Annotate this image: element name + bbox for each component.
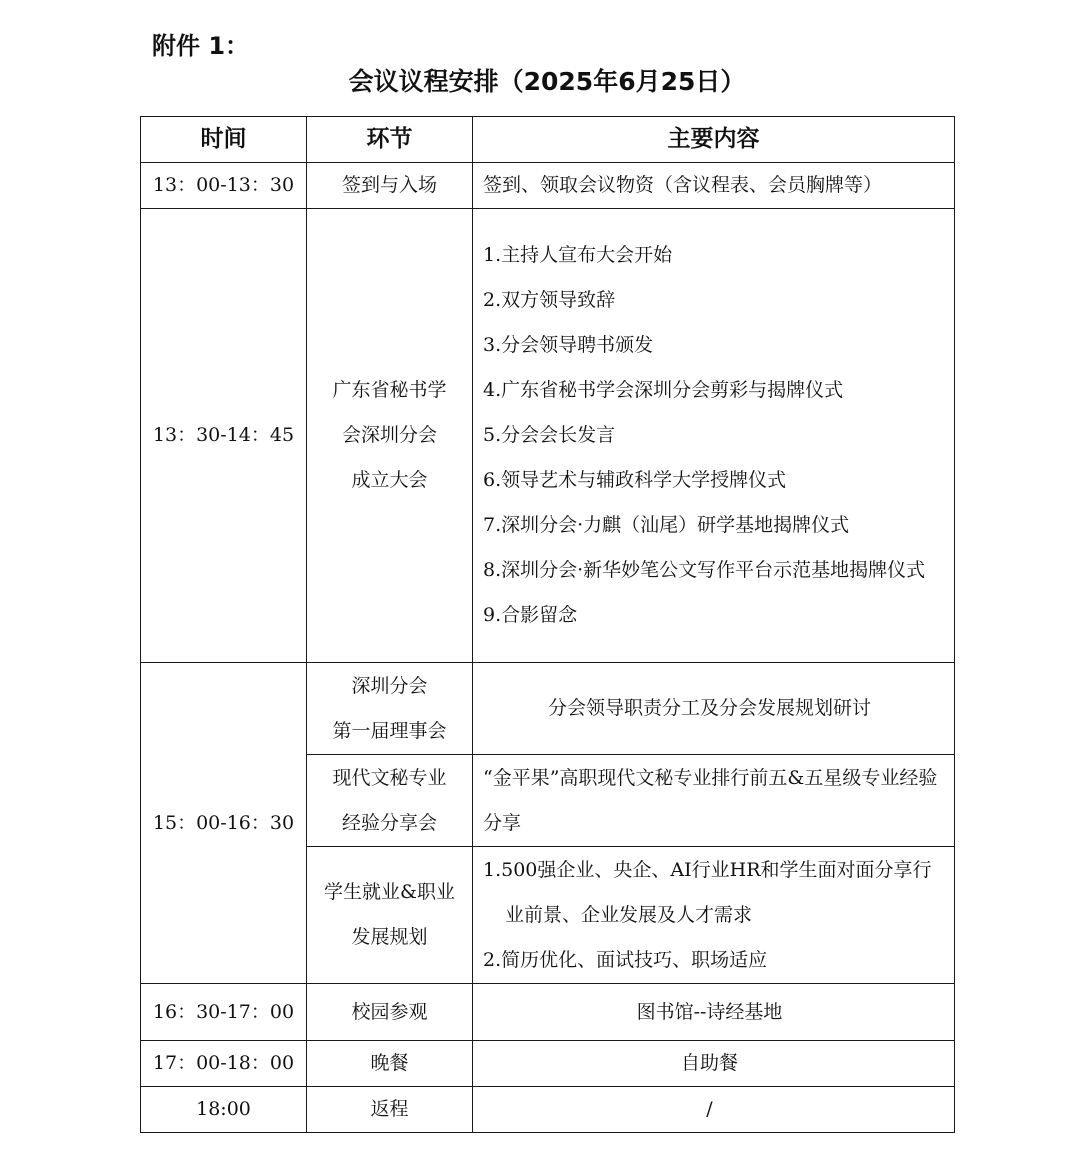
list-item: 7.深圳分会·力麒（汕尾）研学基地揭牌仪式: [483, 514, 850, 536]
attachment-label: 附件 1：: [152, 32, 250, 60]
row-time: 16：30-17：00: [141, 984, 307, 1041]
session-line: 广东省秘书学: [332, 379, 447, 401]
row-content: 自助餐: [473, 1041, 955, 1087]
list-item: 1.500强企业、央企、AI行业HR和学生面对面分享行业前景、企业发展及人才需求: [483, 858, 932, 926]
row-session: [307, 1041, 473, 1087]
agenda-item-list: [483, 233, 946, 638]
row-content: /: [473, 1087, 955, 1133]
list-item: 4.广东省秘书学会深圳分会剪彩与揭牌仪式: [483, 379, 844, 401]
row-session: [307, 663, 473, 755]
list-item: 2.简历优化、面试技巧、职场适应: [483, 948, 768, 971]
row-session: [307, 209, 473, 663]
row-content: 签到、领取会议物资（含议程表、会员胸牌等）: [473, 163, 955, 209]
row-time: 17：00-18：00: [141, 1041, 307, 1087]
row-session: [307, 847, 473, 984]
list-item: 1.主持人宣布大会开始: [483, 244, 673, 266]
session-line: 深圳分会: [351, 674, 428, 697]
row-session: [307, 755, 473, 847]
table-row: [141, 1087, 955, 1133]
table-header-row: [141, 117, 955, 163]
list-item: 8.深圳分会·新华妙笔公文写作平台示范基地揭牌仪式: [483, 559, 926, 581]
session-line: 发展规划: [351, 926, 428, 948]
agenda-item-list: [483, 848, 946, 983]
row-session: [307, 984, 473, 1041]
row-content: 图书馆--诗经基地: [473, 984, 955, 1041]
table-row: [141, 984, 955, 1041]
list-item: 9.合影留念: [483, 604, 578, 626]
list-item: 6.领导艺术与辅政科学大学授牌仪式: [483, 469, 787, 491]
session-line: 学生就业&职业: [324, 881, 455, 903]
header-time: 时间: [141, 117, 307, 163]
session-line: 现代文秘专业: [332, 766, 447, 789]
session-line: 返程: [370, 1098, 409, 1120]
header-session: 环节: [307, 117, 473, 163]
agenda-table: [140, 116, 955, 1133]
row-time: 18:00: [141, 1087, 307, 1133]
session-line: 晚餐: [370, 1052, 409, 1074]
row-content: 分会领导职责分工及分会发展规划研讨: [473, 663, 955, 755]
row-time: 15：00-16：30: [141, 663, 307, 984]
row-content: [473, 847, 955, 984]
table-row: [141, 209, 955, 663]
session-line: 成立大会: [351, 469, 428, 491]
row-session: [307, 1087, 473, 1133]
list-item: 5.分会会长发言: [483, 424, 616, 446]
table-row: [141, 663, 955, 755]
row-time: 13：30-14：45: [141, 209, 307, 663]
session-line: 第一届理事会: [332, 719, 447, 742]
row-content: “金平果”高职现代文秘专业排行前五&五星级专业经验分享: [473, 755, 955, 847]
header-content: 主要内容: [473, 117, 955, 163]
page-title: 会议议程安排（2025年6月25日）: [348, 67, 746, 96]
session-line: 经验分享会: [341, 811, 437, 834]
row-session: [307, 163, 473, 209]
row-time: 13：00-13：30: [141, 163, 307, 209]
table-row: [141, 163, 955, 209]
row-content: [473, 209, 955, 663]
session-line: 会深圳分会: [341, 424, 437, 446]
list-item: 2.双方领导致辞: [483, 289, 616, 311]
session-line: 签到与入场: [341, 174, 437, 196]
list-item: 3.分会领导聘书颁发: [483, 334, 654, 356]
table-row: [141, 1041, 955, 1087]
session-line: 校园参观: [351, 1000, 428, 1023]
